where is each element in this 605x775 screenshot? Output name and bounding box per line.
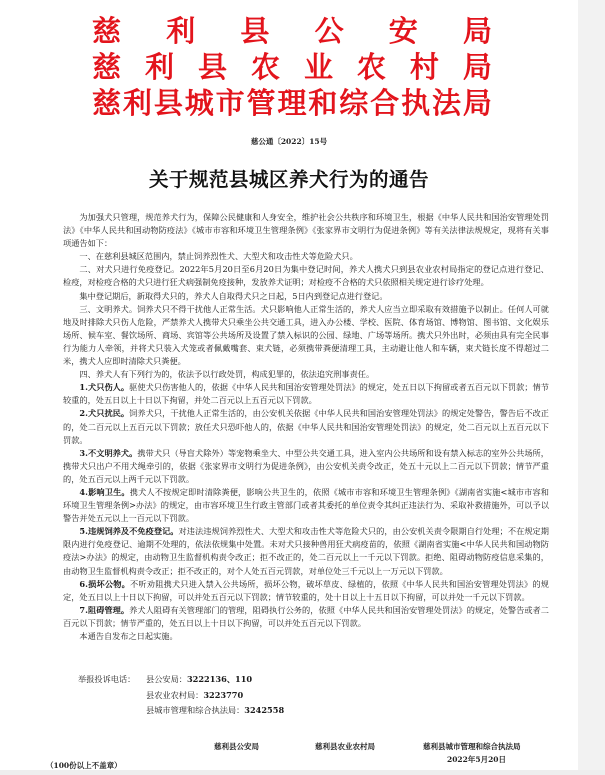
issuer-char: 执: [401, 86, 431, 120]
issuer-char: 慈: [92, 50, 122, 84]
issuer-public-security-bureau: [92, 14, 492, 48]
issue-date: 2022年5月20日: [447, 755, 507, 764]
issuer-char: 安: [388, 14, 418, 48]
paragraph-item-1: 一、在慈利县城区范围内，禁止饲养烈性犬、大型犬和攻击性犬等危险犬只。: [79, 251, 358, 262]
paragraph-penalty-2: 2.犬只扰民。饲养犬只，干扰他人正常生活的，由公安机关依据《中华人民共和国治安管理处罚法》的规定处警告，警告后不改正的，处二百元以上五百元以下罚款；放任犬只恐吓他人的，依据《中华人民共和国治安管理处罚法》的规定，处二百元以上五百元以下罚款。: [63, 408, 549, 445]
signature-urban-management: 慈利县城市管理和综合执法局: [423, 742, 521, 751]
issuer-char: 局: [462, 86, 492, 120]
contact-row: [78, 672, 284, 688]
issuer-urban-management-bureau: [92, 86, 492, 120]
document-number: 慈公通〔2022〕15号: [250, 137, 328, 146]
issuer-char: 管: [246, 86, 276, 120]
issuer-char: 市: [215, 86, 245, 120]
issuer-char: 农: [250, 50, 280, 84]
contact-name: 县农业农村局：: [146, 689, 204, 700]
issuer-char: 县: [240, 14, 270, 48]
issuer-char: 利: [166, 14, 196, 48]
issuer-char: 村: [409, 50, 439, 84]
notice-title: 关于规范县城区养犬行为的通告: [148, 168, 429, 191]
contact-phone: 3222136、110: [186, 674, 253, 684]
issuer-char: 法: [431, 86, 461, 120]
paragraph-penalty-1: 1.犬只伤人。驱使犬只伤害他人的，依据《中华人民共和国治安管理处罚法》的规定，处五日以下拘留或者五百元以下罚款；情节较重的，处五日以上十日以下拘留，并处二百元以上五百元以下罚款。: [63, 382, 549, 406]
issuer-char: 利: [122, 86, 152, 120]
issuer-char: 理: [277, 86, 307, 120]
issuer-char: 农: [356, 50, 386, 84]
contact-phone: 3223770: [203, 689, 244, 700]
contact-row: [78, 688, 284, 704]
issuer-agriculture-bureau: [92, 50, 492, 84]
paragraph-item-4: 四、养犬人有下列行为的，依法予以行政处罚，构成犯罪的，依法追究刑事责任。: [79, 369, 375, 380]
issuer-char: 和: [308, 86, 338, 120]
paragraph-penalty-7: 7.阻碍管理。养犬人阻碍有关管理部门的管理，阻碍执行公务的，依照《中华人民共和国治安管理处罚法》的规定，处警告或者二百元以下罚款；情节严重的，处五日以上十日以下拘留，可以并处五百元以下罚款。: [63, 604, 549, 628]
paragraph-penalty-3: 3.不文明养犬。携带犬只（导盲犬除外）等宠物乘坐大、中型公共交通工具，进入室内公共场所和设有禁入标志的室外公共场所，携带犬只出户不用犬绳牵引的，依据《张家界市文明行为促进条例》，由公安机关责令改正，处五十元以上二百元以下罚款；情节严重的，处五百元以上两千元以下罚款。: [63, 447, 549, 484]
issuer-char: 局: [462, 50, 492, 84]
issuer-char: 综: [339, 86, 369, 120]
issuer-char: 慈: [92, 86, 122, 120]
issuer-char: 城: [184, 86, 214, 120]
paragraph-penalty-4: 4.影响卫生。携犬人不按规定即时清除粪便，影响公共卫生的，依照《城市市容和环境卫生管理条例》《湖南省实施<城市市容和环境卫生管理条例>办法》的规定，由市容环境卫生行政主管部门或者其委托的单位责令其纠正违法行为、采取补救措施外，可以予以警告并处五元以上一百元以下罚款。: [63, 486, 549, 524]
scrollbar-track[interactable]: [578, 0, 605, 775]
paragraph-penalty-5: 5.违规饲养及不免疫登记。对违法违规饲养烈性犬、大型犬和攻击性犬等危险犬只的，由公安机关责令限期自行处理；不在规定期限内进行免疫登记、逾期不处理的，依法依规集中处置。未对犬只接种兽用狂犬病疫苗的，依照《湖南省实施<中华人民共和国动物防疫法>办法》的规定，由动物卫生监督机构责令改正；拒不改正的，处二百元以上一千元以下罚款。拒绝、阻碍动物防疫信息采集的，由动物卫生监督机构责令改正；拒不改正的，对个人处五百元罚款，对单位处三千元以上一万元以下罚款。: [63, 526, 549, 576]
paragraph-preamble: 为加强犬只管理，规范养犬行为，保障公民健康和人身安全，维护社会公共秩序和环境卫生，根据《中华人民共和国治安管理处罚法》《中华人民共和国动物防疫法》《城市市容和环境卫生管理条例》《张家界市文明行为促进条例》等有关法律法规规定，现将有关事项通告如下：: [63, 212, 549, 249]
issuer-char: 合: [370, 86, 400, 120]
paragraph-item-3: 三、文明养犬。饲养犬只不得干扰他人正常生活。犬只影响他人正常生活的，养犬人应当立即采取有效措施予以制止。任何人可就地及时排除犬只伤人危险，严禁养犬人携带犬只乘坐公共交通工具，进入办公楼、学校、医院、体育场馆、博物馆、图书馆、文化娱乐场所、候车室、餐饮场所、商场、宾馆等公共场所及设置了禁入标识的公园、绿地、广场等场所。携犬只外出时，必须由具有完全民事行为能力人牵领，并将犬只装入犬笼或者佩戴嘴套、束犬链，必须携带粪便清理工具，主动避让他人和车辆，束犬链长度不得超过二米，携犬人应即时清除犬只粪便。: [63, 303, 549, 367]
contacts-label: 举报投诉电话：: [78, 674, 136, 684]
paragraph-item-2: 二、对犬只进行免疫登记。2022年5月20日至6月20日为集中登记时间，养犬人携犬只到县农业农村局指定的登记点进行登记、检疫，对检疫合格的犬只进行狂犬病强制免疫接种，发放养犬证明；对检疫不合格的犬只依照相关规定进行诊疗处理。: [63, 264, 549, 288]
signature-public-security: 慈利县公安局: [214, 742, 259, 751]
complaint-hotlines: [78, 672, 284, 719]
issuer-char: 公: [314, 14, 344, 48]
signature-agriculture: 慈利县农业农村局: [315, 742, 375, 751]
contact-name: 县公安局：: [146, 674, 187, 684]
contact-phone: 3242558: [244, 705, 285, 715]
paragraph-effective: 本通告自发布之日起实施。: [79, 631, 178, 641]
notice-body: [63, 211, 549, 643]
issuer-char: 利: [144, 50, 174, 84]
contact-row: [78, 703, 284, 719]
issuer-char: 县: [197, 50, 227, 84]
bottom-margin: [0, 770, 605, 775]
stamp-note: （100份以上不盖章）: [46, 761, 122, 770]
issuer-char: 慈: [92, 14, 122, 48]
issuer-char: 县: [153, 86, 183, 120]
paragraph-item-2-followup: 集中登记期后，新取得犬只的，养犬人自取得犬只之日起，5日内到登记点进行登记。: [79, 290, 388, 301]
issuer-char: 业: [303, 50, 333, 84]
issuer-char: 局: [462, 14, 492, 48]
paragraph-penalty-6: 6.损坏公物。不听劝阻携犬只进入禁入公共场所，损坏公物，破坏草皮、绿植的，依照《中华人民共和国治安管理处罚法》的规定，处五日以上十日以下拘留，可以并处五百元以下罚款；情节较重的，处十日以上十五日以下拘留，可以并处一千元以下罚款。: [63, 578, 549, 602]
contact-name: 县城市管理和综合执法局：: [146, 705, 245, 715]
